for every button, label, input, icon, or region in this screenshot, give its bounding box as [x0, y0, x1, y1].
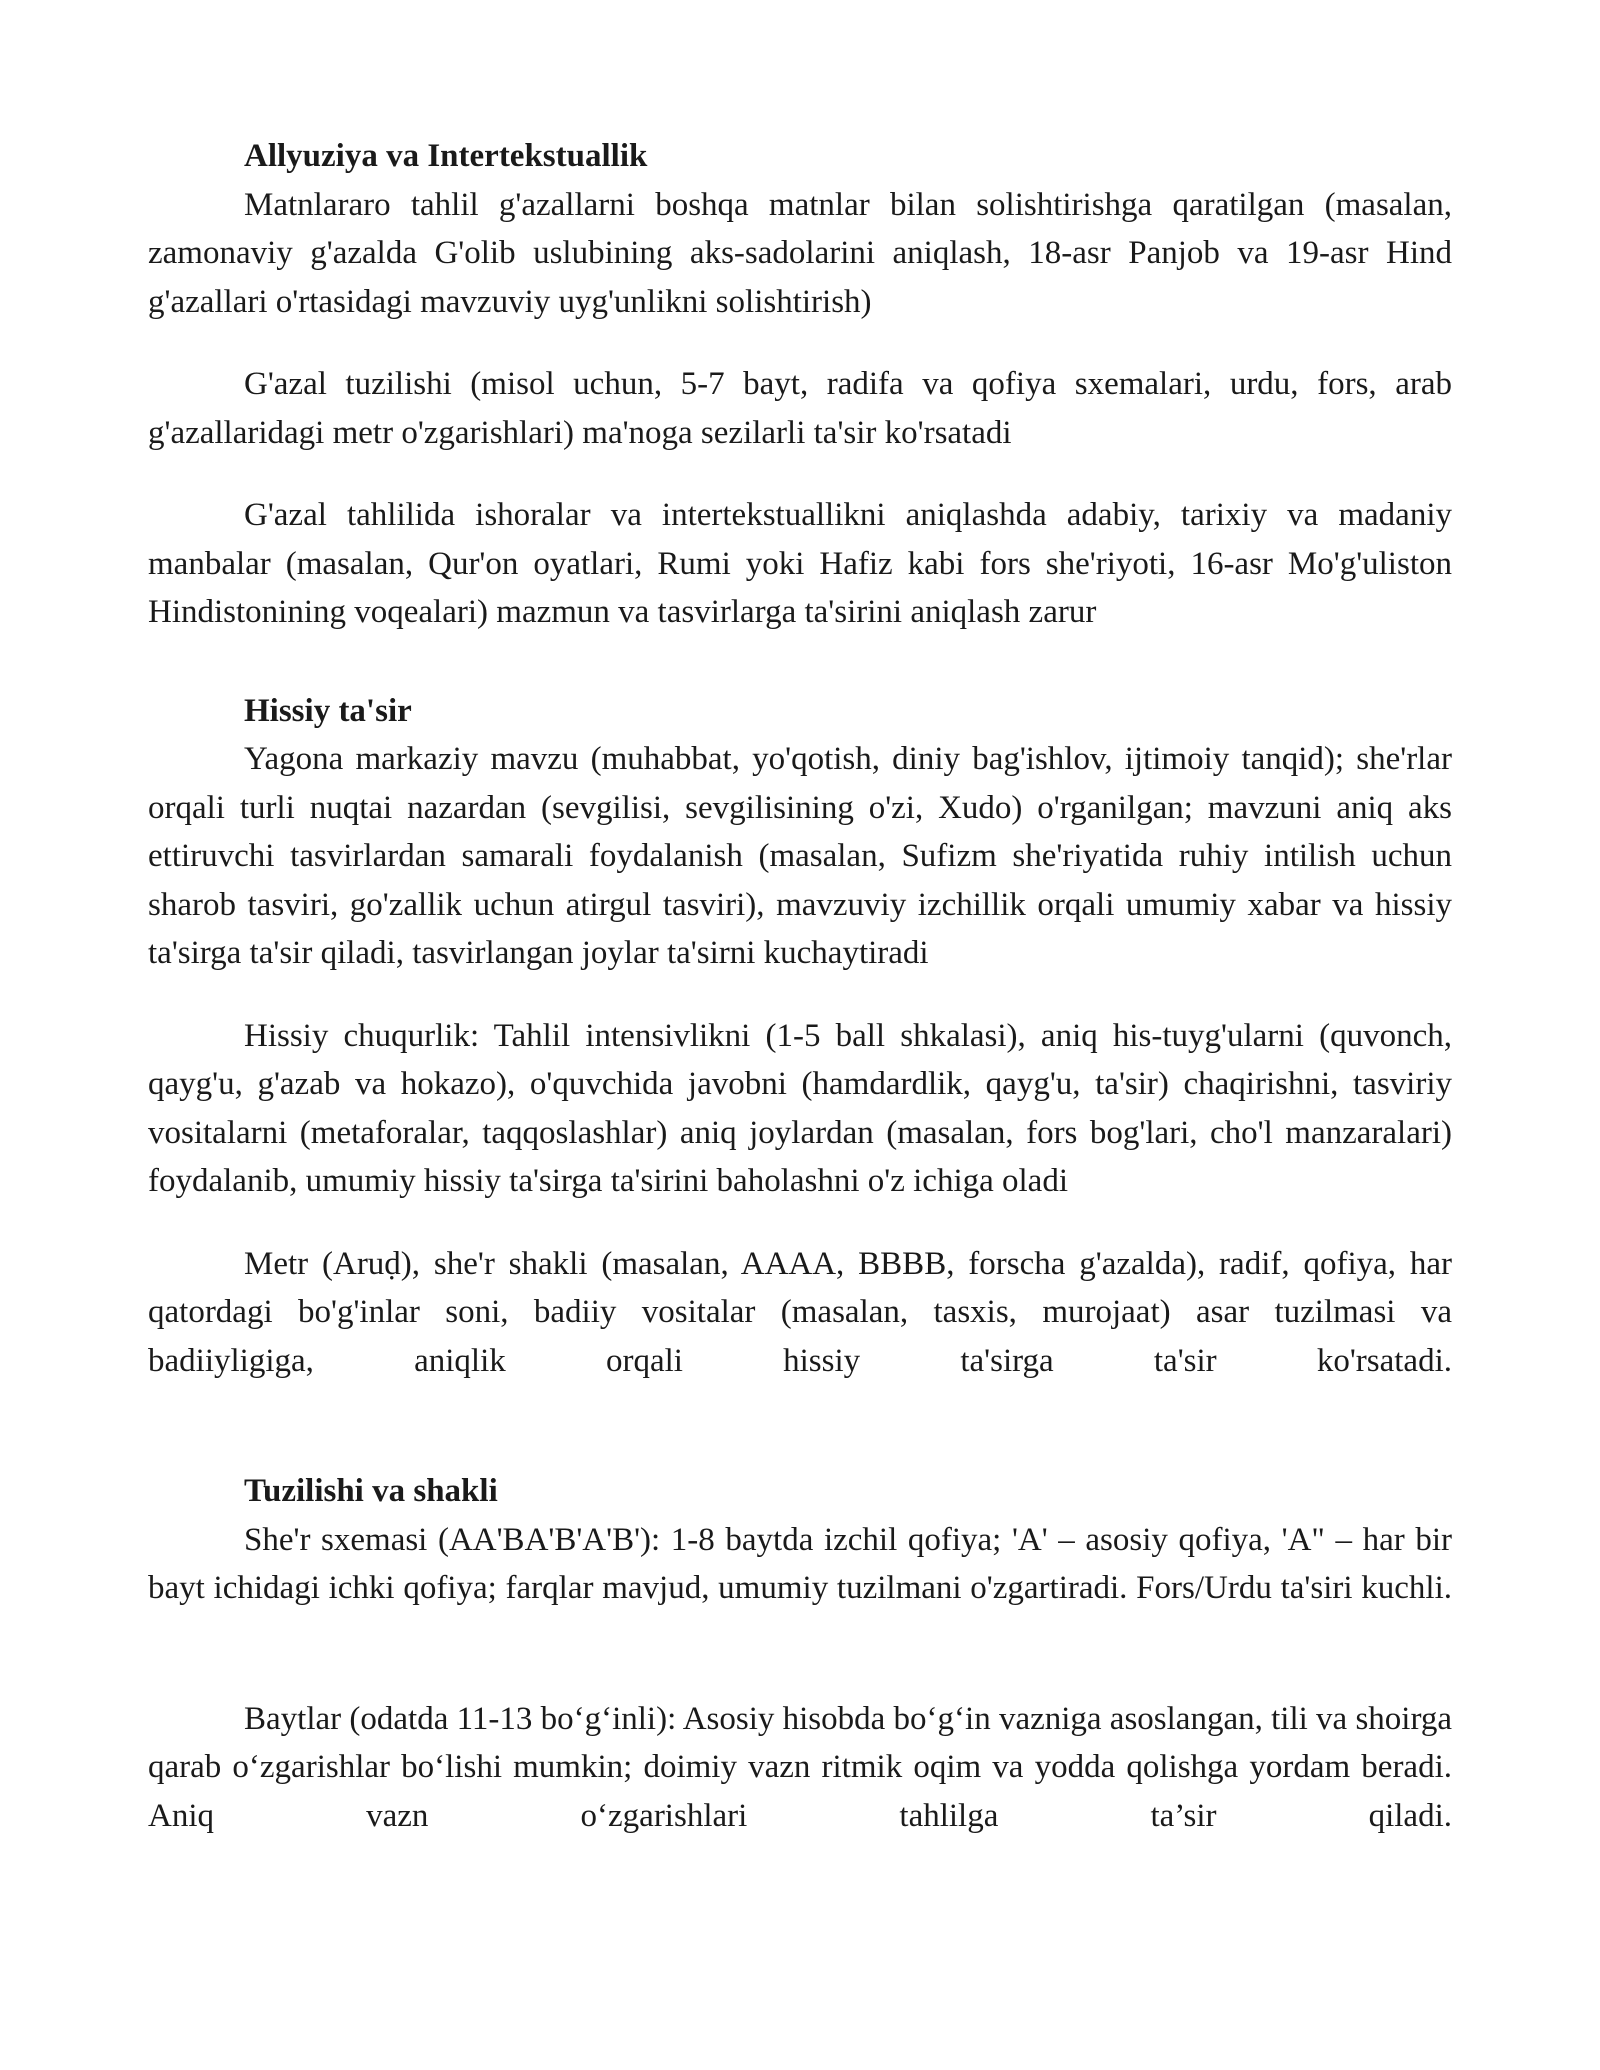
paragraph-rhyme-scheme: She'r sxemasi (AA'BA'B'A'B'): 1-8 baytda izchil qofiya; 'A' – asosiy qofiya, 'A" – har bir bayt ichidagi ichki qofiya; farqlar mavjud, umumiy tuzilmani o'zgartiradi. Fors/Urdu ta'siri kuchli. [148, 1521, 1452, 1606]
paragraph-intertextual-analysis: Matnlararo tahlil g'azallarni boshqa matnlar bilan solishtirishga qaratilgan (masalan, zamonaviy g'azalda G'olib uslubining aks-sadolarini aniqlash, 18-asr Panjob va 19-asr Hind g'azallari o'rtasidagi mavzuviy uyg'unlikni solishtirish) [148, 186, 1452, 320]
paragraph-emotional-depth: Hissiy chuqurlik: Tahlil intensivlikni (1-5 ball shkalasi), aniq his-tuyg'ularni (quvonch, qayg'u, g'azab va hokazo), o'quvchida javobni (hamdardlik, qayg'u, ta'sir) chaqirishni, tasviriy vositalarni (metaforalar, taqqoslashlar) aniq joylardan (masalan, fors bog'lari, cho'l manzaralari) foydalanib, umumiy hissiy ta'sirga ta'sirini baholashni o'z ichiga oladi [148, 1017, 1452, 1199]
paragraph-ghazal-structure: G'azal tuzilishi (misol uchun, 5-7 bayt, radifa va qofiya sxemalari, urdu, fors, arab g'azallaridagi metr o'zgarishlari) ma'noga sezilarli ta'sir ko'rsatadi [148, 366, 1452, 451]
paragraph-couplets: Baytlar (odatda 11-13 bo‘g‘inli): Asosiy hisobda bo‘g‘in vazniga asoslangan, tili va shoirga qarab o‘zgarishlar bo‘lishi mumkin; doimiy vazn ritmik oqim va yodda qolishga yordam beradi. Aniq vazn o‘zgarishlari tahlilga ta’sir qiladi. [148, 1700, 1452, 1834]
section-heading-allusion: Allyuziya va Intertekstuallik [244, 138, 648, 174]
paragraph-central-theme: Yagona markaziy mavzu (muhabbat, yo'qotish, diniy bag'ishlov, ijtimoiy tanqid); she'rlar orqali turli nuqtai nazardan (sevgilisi, sevgilisining o'zi, Xudo) o'rganilgan; mavzuni aniq aks ettiruvchi tasvirlardan samarali foydalanish (masalan, Sufizm she'riyatida ruhiy intilish uchun sharob tasviri, go'zallik uchun atirgul tasviri), mavzuviy izchillik orqali umumiy xabar va hissiy ta'sirga ta'sir qiladi, tasvirlangan joylar ta'sirni kuchaytiradi [148, 741, 1452, 971]
section-heading-structure-form: Tuzilishi va shakli [244, 1473, 498, 1509]
paragraph-meter-form: Metr (Aruḍ), she'r shakli (masalan, AAAA, BBBB, forscha g'azalda), radif, qofiya, har qatordagi bo'g'inlar soni, badiiy vositalar (masalan, tasxis, murojaat) asar tuzilmasi va badiiyligiga, aniqlik orqali hissiy ta'sirga ta'sir ko'rsatadi. [148, 1245, 1452, 1379]
document-page [148, 132, 1452, 1840]
paragraph-allusion-sources: G'azal tahlilida ishoralar va intertekstuallikni aniqlashda adabiy, tarixiy va madaniy manbalar (masalan, Qur'on oyatlari, Rumi yoki Hafiz kabi fors she'riyoti, 16-asr Mo'g'uliston Hindistonining voqealari) mazmun va tasvirlarga ta'sirini aniqlash zarur [148, 497, 1452, 630]
section-heading-emotional-impact: Hissiy ta'sir [244, 692, 412, 729]
